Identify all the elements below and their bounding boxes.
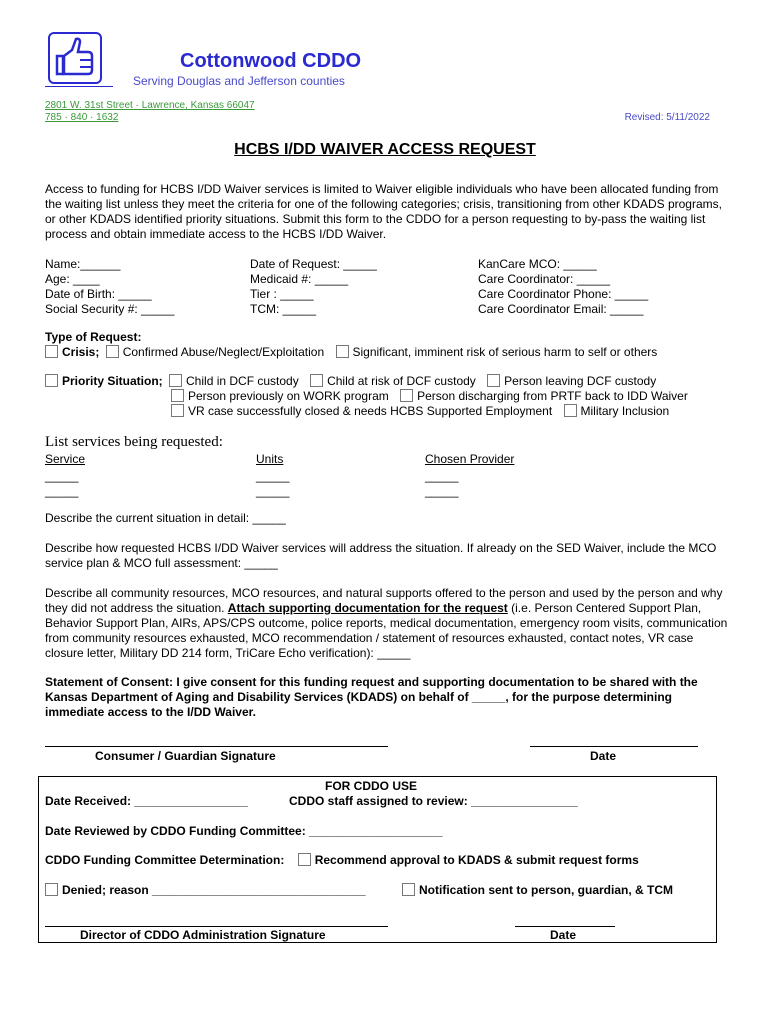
vr-case-option: VR case successfully closed & needs HCBS Supported Employment <box>188 404 553 418</box>
prtf-option: Person discharging from PRTF back to IDD Waiver <box>417 389 688 403</box>
work-program-checkbox[interactable] <box>171 389 184 402</box>
crisis-row <box>45 345 657 360</box>
form-title: HCBS I/DD WAIVER ACCESS REQUEST <box>234 141 536 158</box>
resources-prompt[interactable] <box>45 586 730 661</box>
consumer-date-label: Date <box>590 749 617 763</box>
priority-label: Priority Situation; <box>62 374 163 388</box>
director-signature-label: Director of CDDO Administration Signature <box>80 928 326 942</box>
crisis-label: Crisis; <box>62 345 100 359</box>
units-row-2[interactable]: _____ <box>256 484 290 498</box>
provider-row-2[interactable]: _____ <box>425 484 459 498</box>
prtf-checkbox[interactable] <box>400 389 413 402</box>
work-program-option: Person previously on WORK program <box>188 389 389 403</box>
service-row-1[interactable]: _____ <box>45 469 79 483</box>
consumer-signature-line[interactable] <box>45 746 388 747</box>
provider-row-1[interactable]: _____ <box>425 469 459 483</box>
name-field[interactable]: Name:______ <box>45 257 121 271</box>
thumbs-up-logo-icon <box>48 32 102 84</box>
fields-column-3 <box>478 257 648 317</box>
abuse-checkbox[interactable] <box>106 345 119 358</box>
denied-checkbox[interactable] <box>45 883 58 896</box>
director-date-label: Date <box>550 928 577 942</box>
care-coordinator-email-field[interactable]: Care Coordinator Email: _____ <box>478 302 644 316</box>
address-prompt[interactable]: Describe how requested HCBS I/DD Waiver services will address the situation. If already on the SED Waiver, include the MCO service plan & MCO full assessment: _____ <box>45 541 717 570</box>
denied-option: Denied; reason ________________________________ <box>62 883 366 897</box>
service-column-header: Service <box>45 452 86 466</box>
priority-row-2 <box>171 389 688 404</box>
care-coordinator-phone-field[interactable]: Care Coordinator Phone: _____ <box>478 287 649 301</box>
notification-option: Notification sent to person, guardian, & TCM <box>419 883 674 897</box>
date-received-field[interactable]: Date Received: _________________ <box>45 794 248 808</box>
request-date-field[interactable]: Date of Request: _____ <box>250 257 377 271</box>
military-checkbox[interactable] <box>564 404 577 417</box>
tcm-field[interactable]: TCM: _____ <box>250 302 317 316</box>
units-column-header: Units <box>256 452 284 466</box>
fields-column-1 <box>45 257 174 317</box>
priority-checkbox[interactable] <box>45 374 58 387</box>
attach-documentation-note: Attach supporting documentation for the request <box>227 601 508 615</box>
medicaid-field[interactable]: Medicaid #: _____ <box>250 272 349 286</box>
logo-rule <box>45 86 113 87</box>
vr-case-checkbox[interactable] <box>171 404 184 417</box>
consumer-signature-label: Consumer / Guardian Signature <box>95 749 276 763</box>
org-tagline: Serving Douglas and Jefferson counties <box>133 74 345 88</box>
ssn-field[interactable]: Social Security #: _____ <box>45 302 175 316</box>
crisis-checkbox[interactable] <box>45 345 58 358</box>
denied-row <box>45 883 366 898</box>
mco-field[interactable]: KanCare MCO: _____ <box>478 257 597 271</box>
abuse-option: Confirmed Abuse/Neglect/Exploitation <box>122 345 325 359</box>
request-type-label: Type of Request: <box>45 330 142 344</box>
determination-label: CDDO Funding Committee Determination: <box>45 853 285 867</box>
resources-examples: (i.e. Person Centered Support Plan, Behavior Support Plan, AIRs, APS/CPS outcome, police reports, medical documentation, emergency room visits, communication from community resources exhausted, MCO recommendation / statement of resources exhausted, contact notes, VR case closure letter, Military DD 214 form, TriCare Echo verification): _____ <box>45 601 728 660</box>
leaving-dcf-checkbox[interactable] <box>487 374 500 387</box>
cddo-use-heading: FOR CDDO USE <box>325 779 418 793</box>
military-option: Military Inclusion <box>580 404 670 418</box>
notification-row <box>402 883 673 898</box>
dcf-risk-option: Child at risk of DCF custody <box>327 374 476 388</box>
notification-checkbox[interactable] <box>402 883 415 896</box>
recommend-approval-option: Recommend approval to KDADS & submit request forms <box>314 853 639 867</box>
org-phone[interactable]: 785 · 840 · 1632 <box>45 112 119 123</box>
resources-intro: Describe all community resources, MCO resources, and natural supports offered to the person and used by the person and why they did not address the situation. <box>45 586 723 615</box>
determination-row <box>45 853 639 868</box>
leaving-dcf-option: Person leaving DCF custody <box>504 374 657 388</box>
dcf-risk-checkbox[interactable] <box>310 374 323 387</box>
situation-prompt[interactable]: Describe the current situation in detail: _____ <box>45 511 286 525</box>
org-address[interactable]: 2801 W. 31st Street · Lawrence, Kansas 66047 <box>45 100 255 111</box>
staff-assigned-field[interactable]: CDDO staff assigned to review: ________________ <box>289 794 578 808</box>
services-heading: List services being requested: <box>45 434 223 450</box>
intro-paragraph: Access to funding for HCBS I/DD Waiver services is limited to Waiver eligible individuals who have been allocated funding from the waiting list unless they meet the criteria for one of the following categories; crisis, transitioning from other KDADS programs, or other KDADS identified priority situations. Submit this form to the CDDO for a person requesting to by-pass the waiting list process and obtain immediate access to the HCBS I/DD Waiver. <box>45 182 722 241</box>
age-field[interactable]: Age: ____ <box>45 272 100 286</box>
recommend-approval-checkbox[interactable] <box>298 853 311 866</box>
director-date-line[interactable] <box>515 926 615 927</box>
director-signature-line[interactable] <box>45 926 388 927</box>
priority-row-3 <box>171 404 669 419</box>
dcf-custody-option: Child in DCF custody <box>186 374 299 388</box>
units-row-1[interactable]: _____ <box>256 469 290 483</box>
service-row-2[interactable]: _____ <box>45 484 79 498</box>
harm-risk-checkbox[interactable] <box>336 345 349 358</box>
dob-field[interactable]: Date of Birth: _____ <box>45 287 152 301</box>
consumer-date-line[interactable] <box>530 746 698 747</box>
revised-date: Revised: 5/11/2022 <box>624 112 710 123</box>
care-coordinator-field[interactable]: Care Coordinator: _____ <box>478 272 611 286</box>
provider-column-header: Chosen Provider <box>425 452 515 466</box>
org-name: Cottonwood CDDO <box>180 50 362 72</box>
date-reviewed-field[interactable]: Date Reviewed by CDDO Funding Committee: ____________________ <box>45 824 443 838</box>
tier-field[interactable]: Tier : _____ <box>250 287 314 301</box>
priority-row <box>45 374 656 389</box>
dcf-custody-checkbox[interactable] <box>169 374 182 387</box>
consent-statement: Statement of Consent: I give consent for this funding request and supporting documentation to be shared with the Kansas Department of Aging and Disability Services (KDADS) on behalf of _____, for the purpose determining immediate access to the I/DD Waiver. <box>45 675 698 719</box>
fields-column-2 <box>250 257 377 317</box>
harm-risk-option: Significant, imminent risk of serious harm to self or others <box>352 345 658 359</box>
